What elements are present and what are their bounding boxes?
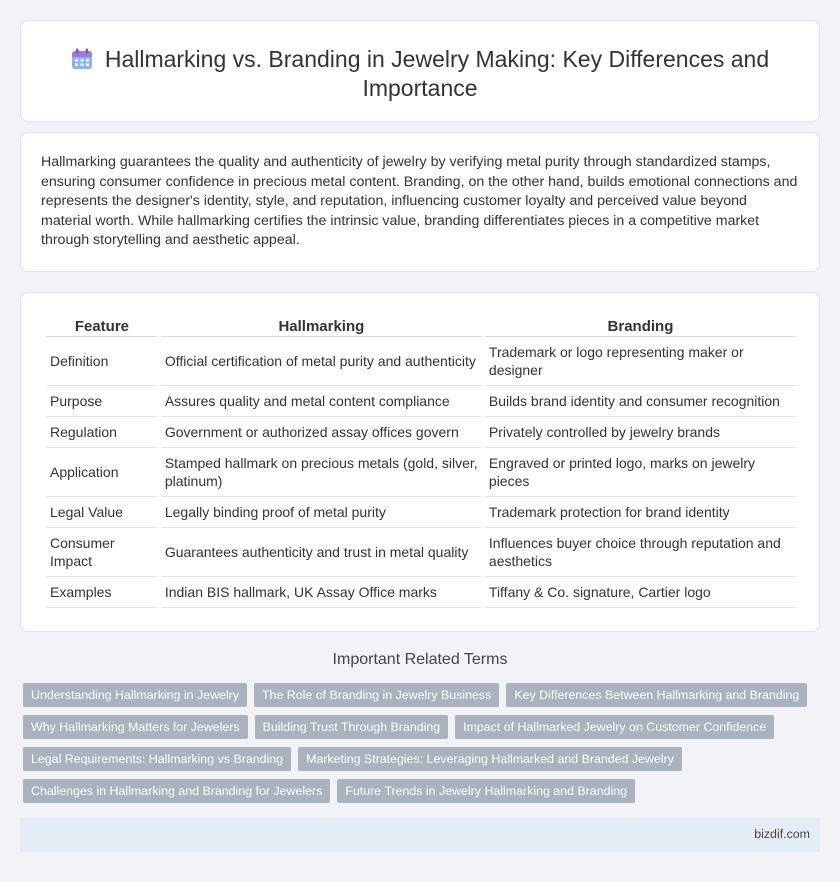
footer-bar bbox=[20, 818, 820, 852]
table-header-row bbox=[46, 315, 796, 337]
feature-cell: Regulation bbox=[46, 417, 158, 448]
page-title: Hallmarking vs. Branding in Jewelry Making: Key Differences and Importance bbox=[104, 46, 770, 101]
feature-cell: Definition bbox=[46, 337, 158, 386]
table-row bbox=[46, 528, 796, 577]
branding-cell: Influences buyer choice through reputation and aesthetics bbox=[485, 528, 796, 577]
hallmarking-cell: Guarantees authenticity and trust in metal quality bbox=[161, 528, 482, 577]
hallmarking-cell: Indian BIS hallmark, UK Assay Office marks bbox=[161, 577, 482, 608]
feature-cell: Consumer Impact bbox=[46, 528, 158, 577]
header-card bbox=[20, 20, 820, 122]
hallmarking-cell: Official certification of metal purity and authenticity bbox=[161, 337, 482, 386]
calendar-icon bbox=[71, 48, 93, 70]
comparison-table-card bbox=[20, 292, 820, 632]
related-term-link[interactable]: The Role of Branding in Jewelry Business bbox=[254, 683, 499, 707]
summary-text: Hallmarking guarantees the quality and authenticity of jewelry by verifying metal purity through standardized stamps, ensuring consumer confidence in precious metal content. Branding, on the other hand, builds emotional connections and represents the designer's identity, style, and reputation, influencing customer loyalty and perceived value beyond material worth. While hallmarking certifies the intrinsic value, branding differentiates pieces in a competitive market through storytelling and aesthetic appeal. bbox=[41, 154, 798, 248]
table-row bbox=[46, 497, 796, 528]
table-row bbox=[46, 417, 796, 448]
feature-cell: Application bbox=[46, 448, 158, 497]
related-term-link[interactable]: Why Hallmarking Matters for Jewelers bbox=[23, 715, 248, 739]
branding-cell: Privately controlled by jewelry brands bbox=[485, 417, 796, 448]
table-row bbox=[46, 448, 796, 497]
branding-cell: Trademark protection for brand identity bbox=[485, 497, 796, 528]
branding-cell: Engraved or printed logo, marks on jewelry pieces bbox=[485, 448, 796, 497]
column-header-feature: Feature bbox=[46, 315, 158, 337]
branding-cell: Trademark or logo representing maker or designer bbox=[485, 337, 796, 386]
branding-cell: Builds brand identity and consumer recognition bbox=[485, 386, 796, 417]
site-name[interactable]: bizdif.com bbox=[754, 827, 810, 841]
table-row bbox=[46, 386, 796, 417]
related-term-link[interactable]: Impact of Hallmarked Jewelry on Customer Confidence bbox=[455, 715, 774, 739]
hallmarking-cell: Legally binding proof of metal purity bbox=[161, 497, 482, 528]
feature-cell: Legal Value bbox=[46, 497, 158, 528]
related-term-link[interactable]: Understanding Hallmarking in Jewelry bbox=[23, 683, 247, 707]
page-title-wrap bbox=[21, 45, 819, 103]
column-header-branding: Branding bbox=[485, 315, 796, 337]
hallmarking-cell: Stamped hallmark on precious metals (gold, silver, platinum) bbox=[161, 448, 482, 497]
related-term-link[interactable]: Legal Requirements: Hallmarking vs Branding bbox=[23, 747, 291, 771]
related-terms-list bbox=[23, 683, 823, 811]
related-terms-heading: Important Related Terms bbox=[332, 651, 508, 668]
related-term-link[interactable]: Challenges in Hallmarking and Branding for Jewelers bbox=[23, 779, 330, 803]
comparison-table bbox=[43, 315, 799, 608]
feature-cell: Purpose bbox=[46, 386, 158, 417]
hallmarking-cell: Assures quality and metal content compliance bbox=[161, 386, 482, 417]
table-row bbox=[46, 337, 796, 386]
hallmarking-cell: Government or authorized assay offices govern bbox=[161, 417, 482, 448]
related-term-link[interactable]: Building Trust Through Branding bbox=[255, 715, 448, 739]
feature-cell: Examples bbox=[46, 577, 158, 608]
related-term-link[interactable]: Key Differences Between Hallmarking and Branding bbox=[506, 683, 807, 707]
table-row bbox=[46, 577, 796, 608]
branding-cell: Tiffany & Co. signature, Cartier logo bbox=[485, 577, 796, 608]
related-term-link[interactable]: Future Trends in Jewelry Hallmarking and Branding bbox=[337, 779, 635, 803]
summary-card bbox=[20, 132, 820, 272]
column-header-hallmarking: Hallmarking bbox=[161, 315, 482, 337]
related-term-link[interactable]: Marketing Strategies: Leveraging Hallmarked and Branded Jewelry bbox=[298, 747, 682, 771]
